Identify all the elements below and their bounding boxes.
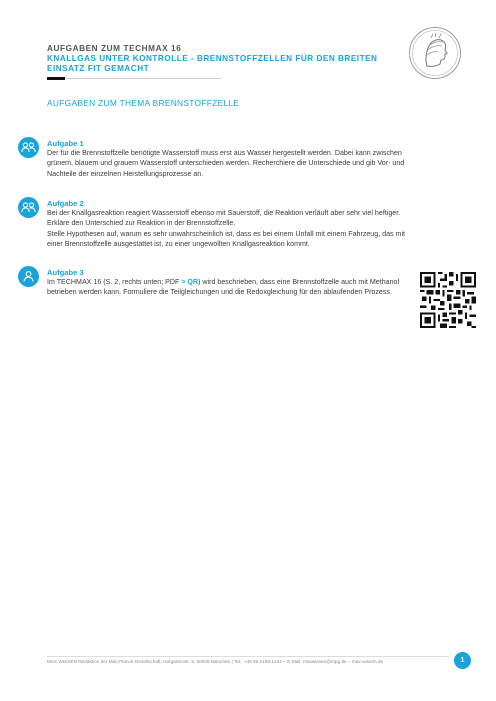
task-3-paragraph xyxy=(47,277,407,298)
task-2-paragraph-1: Bei der Knallgasreaktion reagiert Wasserstoff ebenso mit Sauerstoff, die Reaktion verläuft aber sehr viel heftiger. Erkläre den Unterschied zur Reaktion in der Brennstoffzelle. xyxy=(47,209,401,228)
task-3-text-after: ) wird beschrieben, dass eine Brennstoffzelle auch mit Methanol betrieben werden kann. Formuliere die Teilgleichungen und die Redoxgleichung für den ablaufenden Prozess. xyxy=(47,278,400,297)
header-rule xyxy=(65,78,221,79)
group-icon xyxy=(18,137,39,158)
task-1-text xyxy=(47,148,419,179)
header-rule-accent xyxy=(47,77,65,80)
person-icon xyxy=(18,266,39,287)
task-2-text xyxy=(47,208,419,250)
footer-rule xyxy=(47,656,449,657)
task-2-paragraph-2: Stelle Hypothesen auf, warum es sehr unwahrscheinlich ist, dass es bei einem Unfall mit einem Fahrzeug, das mit einer Brennstoffzelle ausgestattet ist, zu einer ungewollten Knallgasreaktion kommt. xyxy=(47,229,406,249)
qr-code-icon[interactable] xyxy=(420,272,476,328)
minerva-logo-icon xyxy=(408,26,462,80)
footer-text: MAX WISSEN Redaktion der Max-Planck-Gesellschaft, Hofgartenstr. 8, 80539 München | Tel.: +49 89 2108-1242 – E-Mail: maxwissen@mpg.de – max-wissen.de xyxy=(47,659,384,664)
section-title: AUFGABEN ZUM THEMA BRENNSTOFFZELLE xyxy=(47,98,240,108)
task-3-text-before: Im TECHMAX 16 (S. 2, rechts unten; PDF xyxy=(47,278,182,286)
qr-link[interactable]: > QR xyxy=(181,278,199,286)
page-title: KNALLGAS UNTER KONTROLLE - BRENNSTOFFZELLEN FÜR DEN BREITEN EINSATZ FIT GEMACHT xyxy=(47,54,378,73)
task-1-paragraph: Der für die Brennstoffzelle benötigte Wasserstoff muss erst aus Wasser hergestellt werden. Dabei kann zwischen grünem, blauem und grauem Wasserstoff unterschieden werden. Recherchiere die Unterschiede und gib Vor- und Nachteile der einzelnen Herstellungsprozesse an. xyxy=(47,149,405,178)
task-3-text xyxy=(47,277,407,298)
task-1-title: Aufgabe 1 xyxy=(47,139,84,148)
page-number: 1 xyxy=(454,652,471,669)
group-icon xyxy=(18,197,39,218)
task-2-title: Aufgabe 2 xyxy=(47,199,84,208)
header-pre-title: AUFGABEN ZUM TECHMAX 16 xyxy=(47,44,182,53)
task-3-title: Aufgabe 3 xyxy=(47,268,84,277)
